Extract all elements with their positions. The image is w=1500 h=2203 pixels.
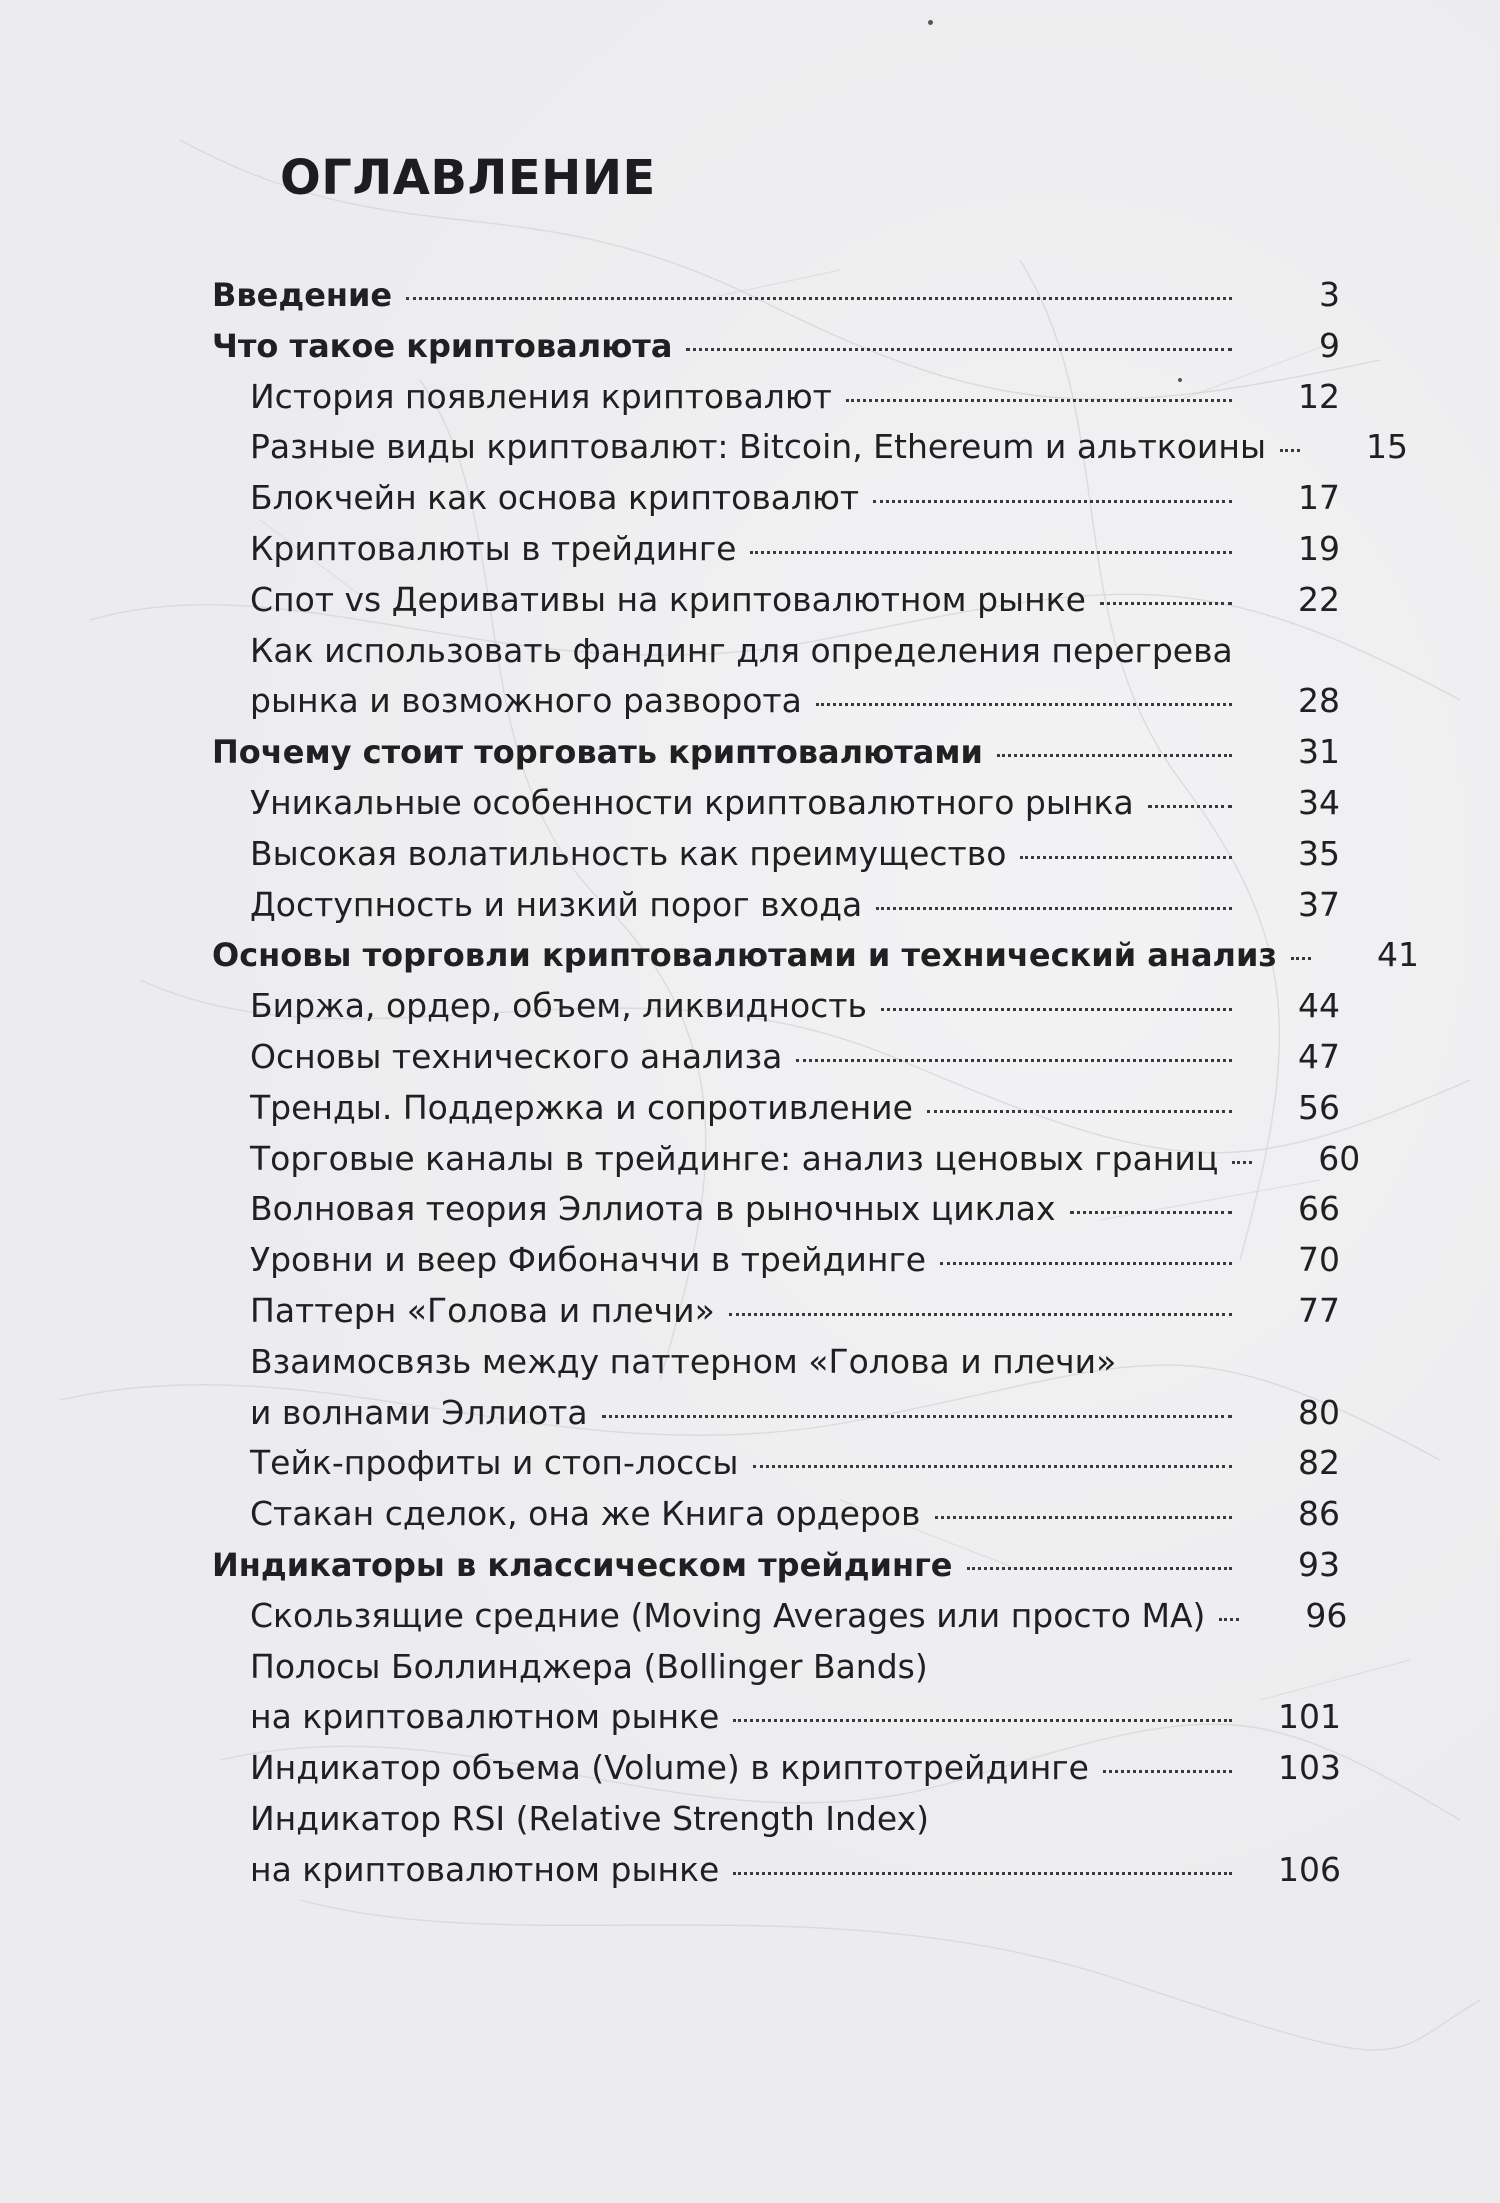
toc-entry-section (212, 981, 1340, 1032)
toc-entry-section (212, 1642, 1340, 1744)
entry-title: рынка и возможного разворота (250, 681, 802, 721)
toc-entry-section (212, 575, 1340, 626)
page-number: 77 (1298, 1290, 1340, 1330)
entry-title: Скользящие средние (Moving Averages или просто MA) (250, 1595, 1206, 1635)
entry-title: Что такое криптовалюта (212, 326, 673, 365)
page-number: 56 (1298, 1087, 1340, 1127)
dot-leader (1020, 856, 1232, 859)
page-number: 15 (1366, 427, 1409, 467)
entry-title: Тренды. Поддержка и сопротивление (250, 1087, 913, 1127)
toc-entry-section (212, 1743, 1340, 1794)
entry-line (250, 1794, 1340, 1845)
page-number: 31 (1298, 732, 1340, 772)
dot-leader (876, 907, 1232, 910)
toc-entry-section (212, 1286, 1340, 1337)
page-number: 96 (1305, 1595, 1348, 1635)
dot-leader (1219, 1618, 1239, 1621)
entry-title: и волнами Эллиота (250, 1392, 588, 1432)
table-of-contents (212, 270, 1419, 1896)
paper-speck (928, 20, 933, 25)
toc-entry-chapter (212, 930, 1419, 981)
entry-title: Индикатор объема (Volume) в криптотрейдинге (250, 1748, 1089, 1788)
entry-title: Волновая теория Эллиота в рыночных циклах (250, 1189, 1056, 1229)
toc-entry-chapter (212, 1540, 1340, 1591)
entry-title: Высокая волатильность как преимущество (250, 833, 1007, 873)
dot-leader (406, 297, 1232, 300)
toc-entry-chapter (212, 270, 1340, 321)
dot-leader (733, 1872, 1232, 1875)
toc-entry-section (212, 1438, 1340, 1489)
page-number: 37 (1298, 884, 1340, 924)
entry-title: Полосы Боллинджера (Bollinger Bands) (250, 1646, 928, 1686)
entry-title: Индикаторы в классическом трейдинге (212, 1545, 953, 1584)
page-number: 80 (1298, 1392, 1340, 1432)
entry-title: Доступность и низкий порог входа (250, 884, 863, 924)
toc-entry-section (212, 880, 1340, 931)
dot-leader (816, 703, 1232, 706)
toc-entry-chapter (212, 727, 1340, 778)
entry-title: Уровни и веер Фибоначчи в трейдинге (250, 1240, 927, 1280)
entry-title: Биржа, ордер, объем, ликвидность (250, 986, 867, 1026)
toc-entry-section (212, 422, 1409, 473)
page-number: 28 (1298, 681, 1340, 721)
page-number: 35 (1298, 833, 1340, 873)
entry-line (250, 1642, 1340, 1693)
dot-leader (935, 1516, 1232, 1519)
entry-title: Введение (212, 276, 393, 314)
entry-title: Уникальные особенности криптовалютного рынка (250, 782, 1134, 822)
page-number: 34 (1298, 782, 1340, 822)
dot-leader (927, 1110, 1232, 1113)
entry-title: Индикатор RSI (Relative Strength Index) (250, 1798, 930, 1838)
entry-title: Криптовалюты в трейдинге (250, 528, 737, 568)
toc-entry-section (212, 524, 1340, 575)
page-number: 3 (1319, 275, 1340, 314)
page-number: 47 (1298, 1036, 1340, 1076)
toc-entry-section (212, 1083, 1340, 1134)
entry-line (250, 1845, 1340, 1896)
entry-title: Почему стоит торговать криптовалютами (212, 733, 983, 772)
entry-title: Как использовать фандинг для определения перегрева (250, 630, 1233, 670)
dot-leader (940, 1262, 1232, 1265)
toc-entry-section (212, 626, 1340, 728)
dot-leader (997, 754, 1232, 757)
entry-title: на криптовалютном рынке (250, 1849, 720, 1889)
dot-leader (846, 399, 1232, 402)
page-number: 12 (1298, 376, 1340, 416)
toc-entry-section (212, 1032, 1340, 1083)
toc-entry-section (212, 1134, 1361, 1185)
entry-title: Основы торговли криптовалютами и технический анализ (212, 936, 1277, 975)
page-number: 106 (1278, 1849, 1341, 1889)
dot-leader (733, 1719, 1232, 1722)
dot-leader (750, 551, 1232, 554)
page-number: 22 (1298, 579, 1340, 619)
page-number: 93 (1298, 1544, 1340, 1584)
entry-line (250, 676, 1340, 727)
toc-entry-section (212, 1184, 1340, 1235)
entry-title: Основы технического анализа (250, 1036, 783, 1076)
entry-title: История появления криптовалют (250, 376, 832, 416)
toc-entry-section (212, 829, 1340, 880)
toc-entry-section (212, 473, 1340, 524)
entry-title: Разные виды криптовалют: Bitcoin, Ethereum и альткоины (250, 427, 1267, 467)
toc-entry-section (212, 1591, 1348, 1642)
page-number: 66 (1298, 1189, 1340, 1229)
entry-title: Паттерн «Голова и плечи» (250, 1290, 715, 1330)
toc-entry-section (212, 1337, 1340, 1439)
toc-entry-section (212, 1794, 1340, 1896)
toc-entry-section (212, 778, 1340, 829)
toc-entry-section (212, 1489, 1340, 1540)
entry-title: Тейк-профиты и стоп-лоссы (250, 1443, 739, 1483)
dot-leader (967, 1567, 1233, 1570)
page-number: 17 (1298, 478, 1340, 518)
dot-leader (1232, 1161, 1252, 1164)
page-number: 103 (1278, 1748, 1341, 1788)
page-number: 86 (1298, 1494, 1340, 1534)
entry-line (250, 1388, 1340, 1439)
dot-leader (796, 1059, 1232, 1062)
entry-line (250, 1692, 1340, 1743)
dot-leader (1291, 957, 1311, 960)
page-number: 82 (1298, 1443, 1340, 1483)
entry-title: Спот vs Деривативы на криптовалютном рынке (250, 579, 1086, 619)
dot-leader (1070, 1211, 1233, 1214)
entry-title: Блокчейн как основа криптовалют (250, 478, 860, 518)
dot-leader (1280, 449, 1300, 452)
dot-leader (881, 1008, 1232, 1011)
page-number: 9 (1319, 325, 1340, 365)
dot-leader (1103, 1770, 1232, 1773)
entry-line (250, 626, 1340, 677)
entry-title: Стакан сделок, она же Книга ордеров (250, 1494, 921, 1534)
toc-entry-section (212, 372, 1340, 423)
entry-line (250, 1337, 1340, 1388)
toc-entry-section (212, 1235, 1340, 1286)
dot-leader (602, 1415, 1232, 1418)
dot-leader (686, 348, 1232, 351)
entry-title: Взаимосвязь между паттерном «Голова и плечи» (250, 1341, 1117, 1381)
entry-title: Торговые каналы в трейдинге: анализ ценовых границ (250, 1138, 1219, 1178)
dot-leader (1100, 602, 1232, 605)
toc-entry-chapter (212, 321, 1340, 372)
page-number: 19 (1298, 528, 1340, 568)
page-title: ОГЛАВЛЕНИЕ (280, 150, 656, 206)
page-number: 44 (1298, 986, 1340, 1026)
dot-leader (1148, 805, 1232, 808)
dot-leader (729, 1313, 1232, 1316)
page-number: 41 (1377, 935, 1419, 975)
dot-leader (753, 1465, 1233, 1468)
entry-title: на криптовалютном рынке (250, 1697, 720, 1737)
page-number: 101 (1278, 1697, 1341, 1737)
page-number: 60 (1318, 1138, 1361, 1178)
dot-leader (873, 500, 1232, 503)
page-number: 70 (1298, 1240, 1340, 1280)
